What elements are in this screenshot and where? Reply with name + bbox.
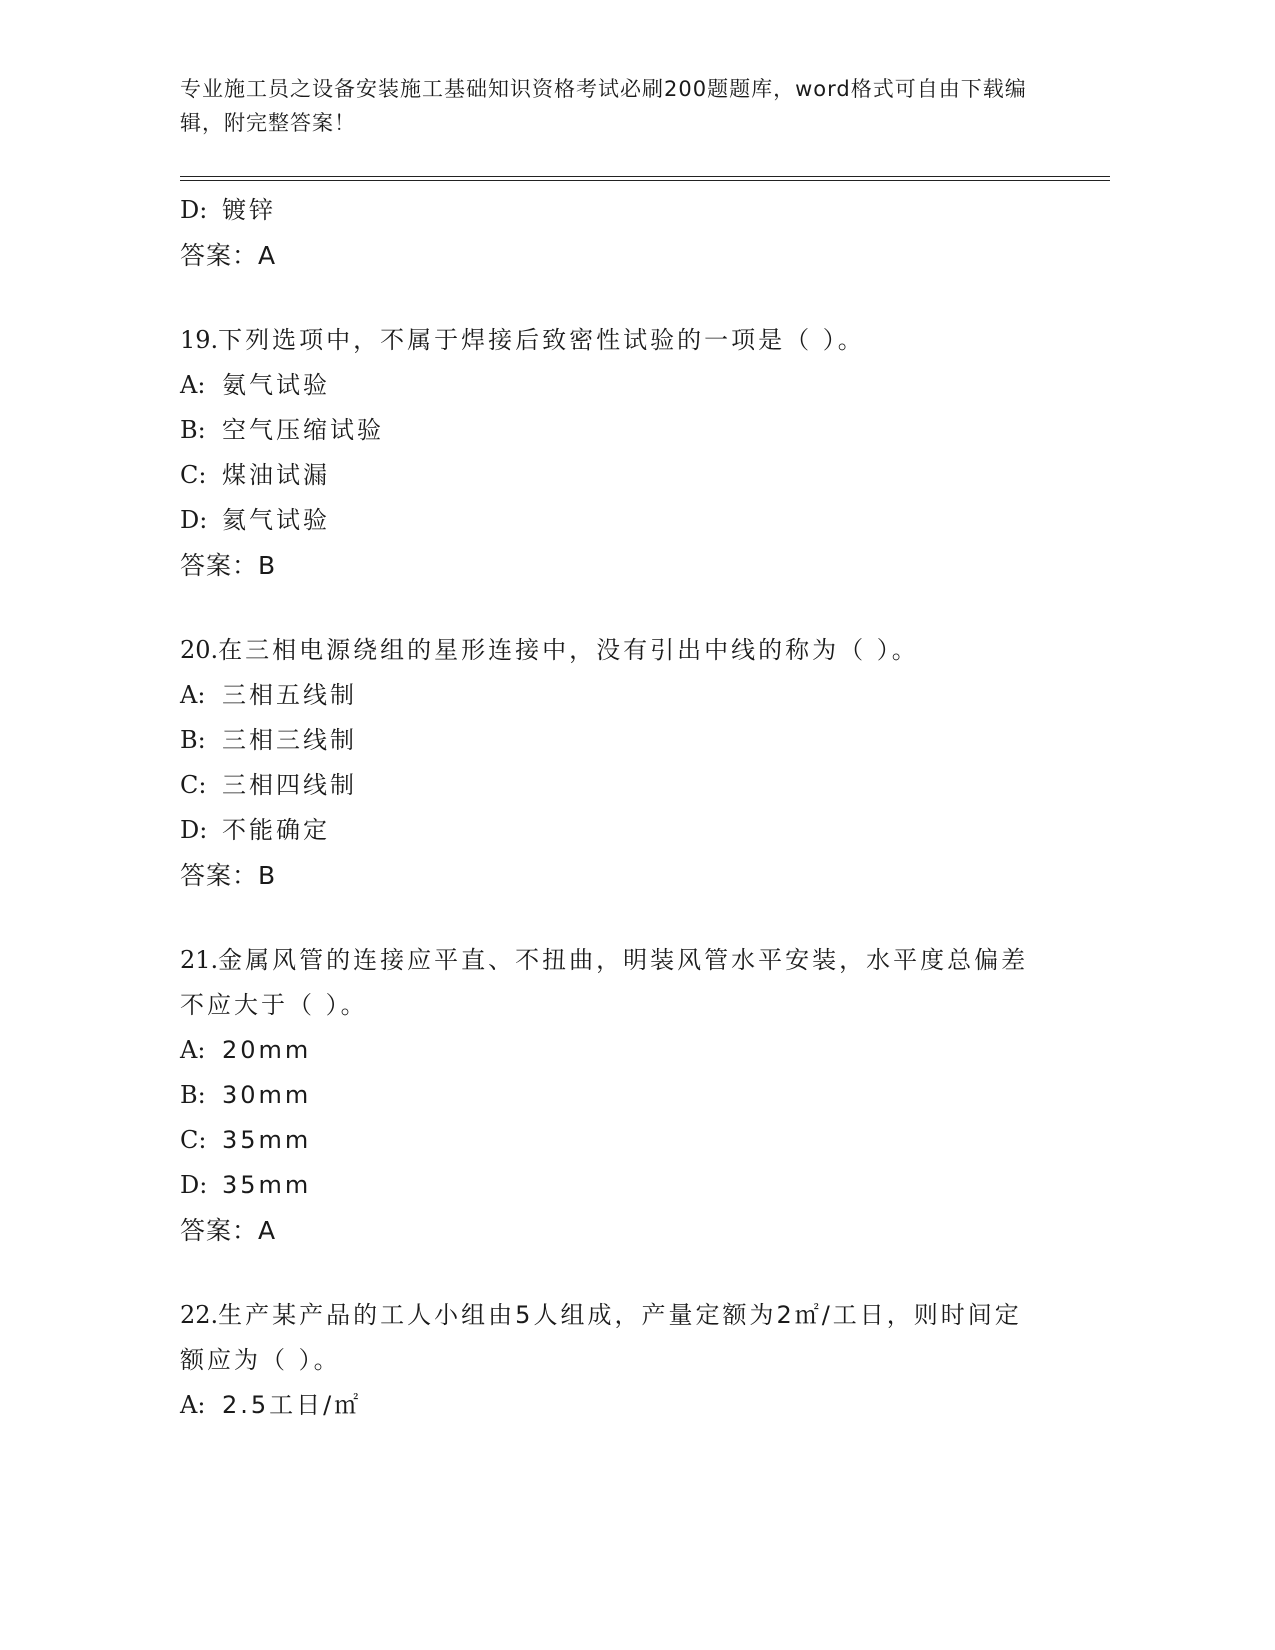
option-label: A: bbox=[180, 1391, 206, 1419]
question-number: 21. bbox=[180, 946, 219, 974]
option-text: 2.5工日/㎡ bbox=[222, 1391, 362, 1419]
option-label: D: bbox=[180, 816, 208, 844]
option-text: 不能确定 bbox=[222, 816, 330, 844]
option-text: 30mm bbox=[222, 1081, 312, 1109]
q20-answer: 答案：B bbox=[180, 861, 277, 890]
q19-stem bbox=[180, 318, 1040, 363]
question-number: 22. bbox=[180, 1301, 219, 1329]
question-text: 金属风管的连接应平直、不扭曲，明装风管水平安装，水平度总偏差不应大于（ ）。 bbox=[180, 946, 1029, 1019]
q21-option-c bbox=[180, 1118, 1080, 1163]
option-text: 35mm bbox=[222, 1171, 312, 1199]
question-text: 在三相电源绕组的星形连接中，没有引出中线的称为（ ）。 bbox=[218, 636, 919, 664]
q19-answer: 答案：B bbox=[180, 551, 277, 580]
q21-answer: 答案：A bbox=[180, 1216, 277, 1245]
q19-option-c bbox=[180, 453, 1080, 498]
option-label: C: bbox=[180, 461, 207, 489]
option-text: 空气压缩试验 bbox=[222, 416, 384, 444]
question-text: 下列选项中，不属于焊接后致密性试验的一项是（ ）。 bbox=[218, 326, 865, 354]
option-text: 镀锌 bbox=[222, 196, 276, 224]
q20-option-b bbox=[180, 718, 1080, 763]
option-text: 20mm bbox=[222, 1036, 312, 1064]
option-text: 35mm bbox=[222, 1126, 312, 1154]
option-label: D: bbox=[180, 1171, 208, 1199]
q21-option-b bbox=[180, 1073, 1080, 1118]
option-text: 三相四线制 bbox=[222, 771, 357, 799]
option-label: C: bbox=[180, 1126, 207, 1154]
option-text: 三相五线制 bbox=[222, 681, 357, 709]
question-number: 19. bbox=[180, 326, 219, 354]
q19-option-d bbox=[180, 498, 1080, 543]
q20-option-c bbox=[180, 763, 1080, 808]
question-list bbox=[180, 188, 1080, 1428]
option-text: 煤油试漏 bbox=[222, 461, 330, 489]
option-label: B: bbox=[180, 726, 206, 754]
option-text: 三相三线制 bbox=[222, 726, 357, 754]
document-header: 专业施工员之设备安装施工基础知识资格考试必刷200题题库，word格式可自由下载编辑，附完整答案！ bbox=[180, 77, 1027, 135]
q21-option-a bbox=[180, 1028, 1080, 1073]
option-label: A: bbox=[180, 1036, 206, 1064]
option-label: D: bbox=[180, 196, 208, 224]
q19-option-b bbox=[180, 408, 1080, 453]
q18-option-d bbox=[180, 188, 1080, 233]
question-text: 生产某产品的工人小组由5人组成，产量定额为2㎡/工日，则时间定额应为（ ）。 bbox=[180, 1301, 1022, 1374]
q18-answer: 答案：A bbox=[180, 241, 277, 270]
q20-stem bbox=[180, 628, 1040, 673]
q19-option-a bbox=[180, 363, 1080, 408]
option-label: D: bbox=[180, 506, 208, 534]
q22-option-a bbox=[180, 1383, 1080, 1428]
option-label: B: bbox=[180, 416, 206, 444]
q21-option-d bbox=[180, 1163, 1080, 1208]
option-label: C: bbox=[180, 771, 207, 799]
q21-stem bbox=[180, 938, 1040, 1028]
q22-stem bbox=[180, 1293, 1040, 1383]
q20-option-d bbox=[180, 808, 1080, 853]
question-number: 20. bbox=[180, 636, 219, 664]
q20-option-a bbox=[180, 673, 1080, 718]
header-divider bbox=[180, 176, 1110, 181]
option-label: A: bbox=[180, 371, 206, 399]
option-label: A: bbox=[180, 681, 206, 709]
option-label: B: bbox=[180, 1081, 206, 1109]
option-text: 氨气试验 bbox=[222, 371, 330, 399]
option-text: 氦气试验 bbox=[222, 506, 330, 534]
